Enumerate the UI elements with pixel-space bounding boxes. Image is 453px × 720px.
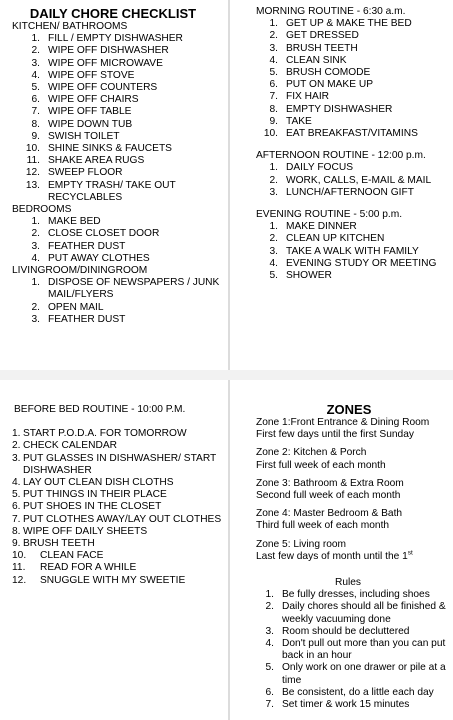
list-item xyxy=(264,589,450,601)
item-text: SHAKE AREA RUGS xyxy=(48,155,145,167)
item-text: WIPE OFF DISHWASHER xyxy=(48,45,169,57)
item-number: 4. xyxy=(31,69,40,81)
item-text: EMPTY DISHWASHER xyxy=(286,103,393,115)
rules-heading: Rules xyxy=(334,577,362,589)
list-item xyxy=(12,514,224,526)
bedrooms-heading: BEDROOMS xyxy=(12,204,72,216)
item-text: GET DRESSED xyxy=(286,30,359,42)
item-number: 7. xyxy=(269,91,278,103)
zone-when xyxy=(256,460,450,472)
item-text: SNUGGLE WITH MY SWEETIE xyxy=(40,574,186,586)
item-number: 1. xyxy=(269,18,278,30)
item-text: SHOWER xyxy=(286,270,332,282)
item-number: 4. xyxy=(269,257,278,269)
item-number: 4. xyxy=(31,252,40,264)
item-number: 8. xyxy=(12,525,21,537)
evening-list xyxy=(256,221,448,282)
zone-entry xyxy=(256,508,450,532)
zones-list xyxy=(256,417,450,563)
routines-panel xyxy=(256,6,448,282)
item-text: READ FOR A WHILE xyxy=(40,562,137,574)
list-item xyxy=(256,221,448,233)
item-text: MAKE DINNER xyxy=(286,221,357,233)
zone-entry xyxy=(256,447,450,471)
afternoon-heading: AFTERNOON ROUTINE - 12:00 p.m. xyxy=(256,150,426,162)
zone-when-text: Second full week of each month xyxy=(256,490,401,502)
item-text: PUT SHOES IN THE CLOSET xyxy=(23,501,162,513)
morning-list xyxy=(256,18,448,140)
item-text: TAKE A WALK WITH FAMILY xyxy=(286,245,419,257)
list-item xyxy=(12,453,224,477)
item-number: 1. xyxy=(12,428,21,440)
item-text: CLEAN UP KITCHEN xyxy=(286,233,385,245)
item-number: 7. xyxy=(31,106,40,118)
bedtime-list xyxy=(12,428,224,587)
list-item xyxy=(12,131,222,143)
item-text: PUT ON MAKE UP xyxy=(286,79,373,91)
zone-name: Zone 5: Living room xyxy=(256,538,347,550)
list-item xyxy=(256,175,448,187)
rules-list xyxy=(256,589,450,711)
zone-name: Zone 3: Bathroom & Extra Room xyxy=(256,477,404,489)
kitchen-list xyxy=(12,33,222,204)
list-item xyxy=(264,638,450,662)
item-text: EMPTY TRASH/ TAKE OUT RECYCLABLES xyxy=(48,179,176,203)
item-number: 8. xyxy=(31,118,40,130)
item-text: CLEAN FACE xyxy=(40,550,104,562)
item-text: Only work on one drawer or pile at a time xyxy=(282,662,446,686)
list-item xyxy=(12,216,222,228)
item-text: Be consistent, do a little each day xyxy=(282,686,434,698)
list-item xyxy=(12,253,222,265)
list-item xyxy=(12,143,222,155)
item-text: PUT THINGS IN THEIR PLACE xyxy=(23,489,167,501)
list-item xyxy=(256,116,448,128)
vertical-divider xyxy=(228,0,230,370)
list-item xyxy=(12,82,222,94)
list-item xyxy=(12,550,224,562)
item-text: WIPE OFF COUNTERS xyxy=(48,82,158,94)
item-number: 6. xyxy=(31,94,40,106)
item-number: 4. xyxy=(265,638,274,650)
list-item xyxy=(12,70,222,82)
item-text: SWISH TOILET xyxy=(48,130,120,142)
list-item xyxy=(12,538,224,550)
zone-when-text: Third full week of each month xyxy=(256,520,390,532)
list-item xyxy=(256,30,448,42)
bedtime-panel xyxy=(12,404,224,587)
horizontal-gutter xyxy=(0,370,453,380)
morning-heading: MORNING ROUTINE - 6:30 a.m. xyxy=(256,6,406,17)
item-number: 9. xyxy=(12,538,21,550)
list-item xyxy=(12,94,222,106)
item-number: 2. xyxy=(31,45,40,57)
list-item xyxy=(264,662,450,686)
list-item xyxy=(264,626,450,638)
item-number: 2. xyxy=(269,30,278,42)
list-item xyxy=(256,246,448,258)
item-text: TAKE xyxy=(286,115,312,127)
item-number: 3. xyxy=(12,452,21,464)
item-number: 3. xyxy=(31,240,40,252)
item-text: Daily chores should all be finished & weekly vacuuming done xyxy=(282,601,446,625)
item-text: BRUSH TEETH xyxy=(23,538,95,550)
item-text: DAILY FOCUS xyxy=(286,162,353,174)
list-item xyxy=(12,106,222,118)
list-item xyxy=(12,155,222,167)
item-number: 6. xyxy=(12,501,21,513)
bedtime-heading: BEFORE BED ROUTINE - 10:00 P.M. xyxy=(14,404,186,415)
list-item xyxy=(264,699,450,711)
bedrooms-list xyxy=(12,216,222,265)
daily-chore-panel xyxy=(12,6,222,326)
list-item xyxy=(12,526,224,538)
item-number: 1. xyxy=(31,277,40,289)
zone-when-sup: st xyxy=(407,549,413,557)
item-number: 3. xyxy=(31,313,40,325)
item-number: 5. xyxy=(265,662,274,674)
list-item xyxy=(256,270,448,282)
item-number: 3. xyxy=(269,42,278,54)
list-item xyxy=(12,167,222,179)
item-text: WIPE OFF TABLE xyxy=(48,106,132,118)
item-text: MAKE BED xyxy=(48,216,101,228)
item-text: FEATHER DUST xyxy=(48,313,126,325)
item-number: 12. xyxy=(12,574,27,586)
item-number: 2. xyxy=(12,440,21,452)
list-item xyxy=(256,187,448,199)
zone-entry xyxy=(256,417,450,441)
zone-when xyxy=(256,429,450,441)
list-item xyxy=(12,241,222,253)
list-item xyxy=(256,18,448,30)
list-item xyxy=(256,162,448,174)
item-text: BRUSH COMODE xyxy=(286,67,371,79)
item-number: 7. xyxy=(12,513,21,525)
item-text: EVENING STUDY OR MEETING xyxy=(286,257,437,269)
kitchen-heading: KITCHEN/ BATHROOMS xyxy=(12,21,128,32)
item-text: SWEEP FLOOR xyxy=(48,167,123,179)
list-item xyxy=(12,33,222,45)
item-number: 9. xyxy=(31,130,40,142)
living-heading: LIVINGROOM/DININGROOM xyxy=(12,265,148,277)
list-item xyxy=(256,128,448,140)
item-text: Don't pull out more than you can put back in an hour xyxy=(282,638,446,662)
vertical-divider-lower xyxy=(228,380,230,720)
item-text: GET UP & MAKE THE BED xyxy=(286,18,412,30)
list-item xyxy=(256,43,448,55)
item-number: 10. xyxy=(25,143,40,155)
item-number: 2. xyxy=(265,601,274,613)
daily-chore-title: DAILY CHORE CHECKLIST xyxy=(29,6,197,21)
list-item xyxy=(256,91,448,103)
item-text: WIPE OFF CHAIRS xyxy=(48,94,139,106)
list-item xyxy=(12,562,224,574)
item-number: 5. xyxy=(31,82,40,94)
item-number: 11. xyxy=(26,155,40,167)
item-text: BRUSH TEETH xyxy=(286,42,358,54)
zone-when xyxy=(256,520,450,532)
item-number: 9. xyxy=(269,115,278,127)
zones-title: ZONES xyxy=(326,402,372,417)
item-number: 3. xyxy=(31,57,40,69)
item-text: WIPE DOWN TUB xyxy=(48,118,133,130)
list-item xyxy=(12,45,222,57)
zone-when-text: Last few days of month until the 1 xyxy=(256,550,408,562)
item-text: WIPE OFF STOVE xyxy=(48,69,135,81)
zone-when xyxy=(256,551,450,563)
list-item xyxy=(12,477,224,489)
list-item xyxy=(12,501,224,513)
item-number: 2. xyxy=(31,228,40,240)
item-number: 8. xyxy=(269,103,278,115)
list-item xyxy=(12,228,222,240)
item-number: 7. xyxy=(265,699,274,711)
item-text: SHINE SINKS & FAUCETS xyxy=(48,143,172,155)
item-text: DISPOSE OF NEWSPAPERS / JUNK MAIL/FLYERS xyxy=(48,277,220,301)
zone-entry xyxy=(256,478,450,502)
item-text: PUT CLOTHES AWAY/LAY OUT CLOTHES xyxy=(23,513,222,525)
item-number: 2. xyxy=(31,301,40,313)
item-text: Set timer & work 15 minutes xyxy=(282,699,410,711)
zone-name: Zone 1:Front Entrance & Dining Room xyxy=(256,417,430,428)
afternoon-list xyxy=(256,162,448,199)
list-item xyxy=(264,687,450,699)
item-number: 1. xyxy=(269,162,278,174)
item-text: PUT GLASSES IN DISHWASHER/ START DISHWASHER xyxy=(23,452,217,476)
item-number: 5. xyxy=(269,270,278,282)
zone-when xyxy=(256,490,450,502)
item-text: WIPE OFF MICROWAVE xyxy=(48,57,163,69)
item-number: 3. xyxy=(269,245,278,257)
item-number: 4. xyxy=(269,54,278,66)
item-text: OPEN MAIL xyxy=(48,301,104,313)
list-item xyxy=(12,119,222,131)
list-item xyxy=(256,67,448,79)
item-number: 5. xyxy=(12,489,21,501)
item-number: 3. xyxy=(269,186,278,198)
item-text: CLEAN SINK xyxy=(286,54,347,66)
list-item xyxy=(12,428,224,440)
item-text: Be fully dresses, including shoes xyxy=(282,589,430,601)
item-number: 10. xyxy=(12,550,27,562)
item-text: FIX HAIR xyxy=(286,91,330,103)
item-text: CHECK CALENDAR xyxy=(23,440,117,452)
item-text: WIPE OFF DAILY SHEETS xyxy=(23,525,148,537)
list-item xyxy=(12,575,224,587)
list-item xyxy=(12,180,222,204)
zones-panel xyxy=(256,402,450,711)
list-item xyxy=(12,489,224,501)
zone-when-text: First few days until the first Sunday xyxy=(256,429,414,441)
item-number: 1. xyxy=(265,589,274,601)
living-list xyxy=(12,277,222,326)
list-item xyxy=(256,233,448,245)
list-item xyxy=(12,277,222,301)
item-number: 2. xyxy=(269,233,278,245)
zone-name: Zone 4: Master Bedroom & Bath xyxy=(256,508,403,520)
item-number: 12. xyxy=(25,167,40,179)
item-number: 1. xyxy=(31,216,40,228)
item-number: 13. xyxy=(25,179,40,191)
item-text: FEATHER DUST xyxy=(48,240,126,252)
list-item xyxy=(256,79,448,91)
list-item xyxy=(12,302,222,314)
item-text: WORK, CALLS, E-MAIL & MAIL xyxy=(286,174,432,186)
item-number: 6. xyxy=(269,79,278,91)
item-text: PUT AWAY CLOTHES xyxy=(48,252,150,264)
evening-heading: EVENING ROUTINE - 5:00 p.m. xyxy=(256,209,403,221)
item-text: LUNCH/AFTERNOON GIFT xyxy=(286,186,414,198)
zone-name: Zone 2: Kitchen & Porch xyxy=(256,447,367,459)
item-text: LAY OUT CLEAN DISH CLOTHS xyxy=(23,477,174,489)
item-number: 6. xyxy=(265,686,274,698)
item-number: 4. xyxy=(12,477,21,489)
item-number: 3. xyxy=(265,625,274,637)
list-item xyxy=(256,104,448,116)
item-number: 2. xyxy=(269,174,278,186)
list-item xyxy=(12,58,222,70)
item-text: EAT BREAKFAST/VITAMINS xyxy=(286,128,418,140)
item-number: 10. xyxy=(263,128,278,140)
item-text: FILL / EMPTY DISHWASHER xyxy=(48,33,183,45)
item-text: START P.O.D.A. FOR TOMORROW xyxy=(23,428,187,440)
item-text: Room should be decluttered xyxy=(282,625,410,637)
list-item xyxy=(256,258,448,270)
item-number: 11. xyxy=(12,562,26,574)
zone-when-text: First full week of each month xyxy=(256,459,386,471)
list-item xyxy=(12,440,224,452)
list-item xyxy=(12,314,222,326)
list-item xyxy=(256,55,448,67)
item-number: 5. xyxy=(269,67,278,79)
item-number: 1. xyxy=(269,221,278,233)
item-number: 1. xyxy=(31,33,40,45)
list-item xyxy=(264,601,450,625)
item-text: CLOSE CLOSET DOOR xyxy=(48,228,160,240)
zone-entry xyxy=(256,539,450,563)
